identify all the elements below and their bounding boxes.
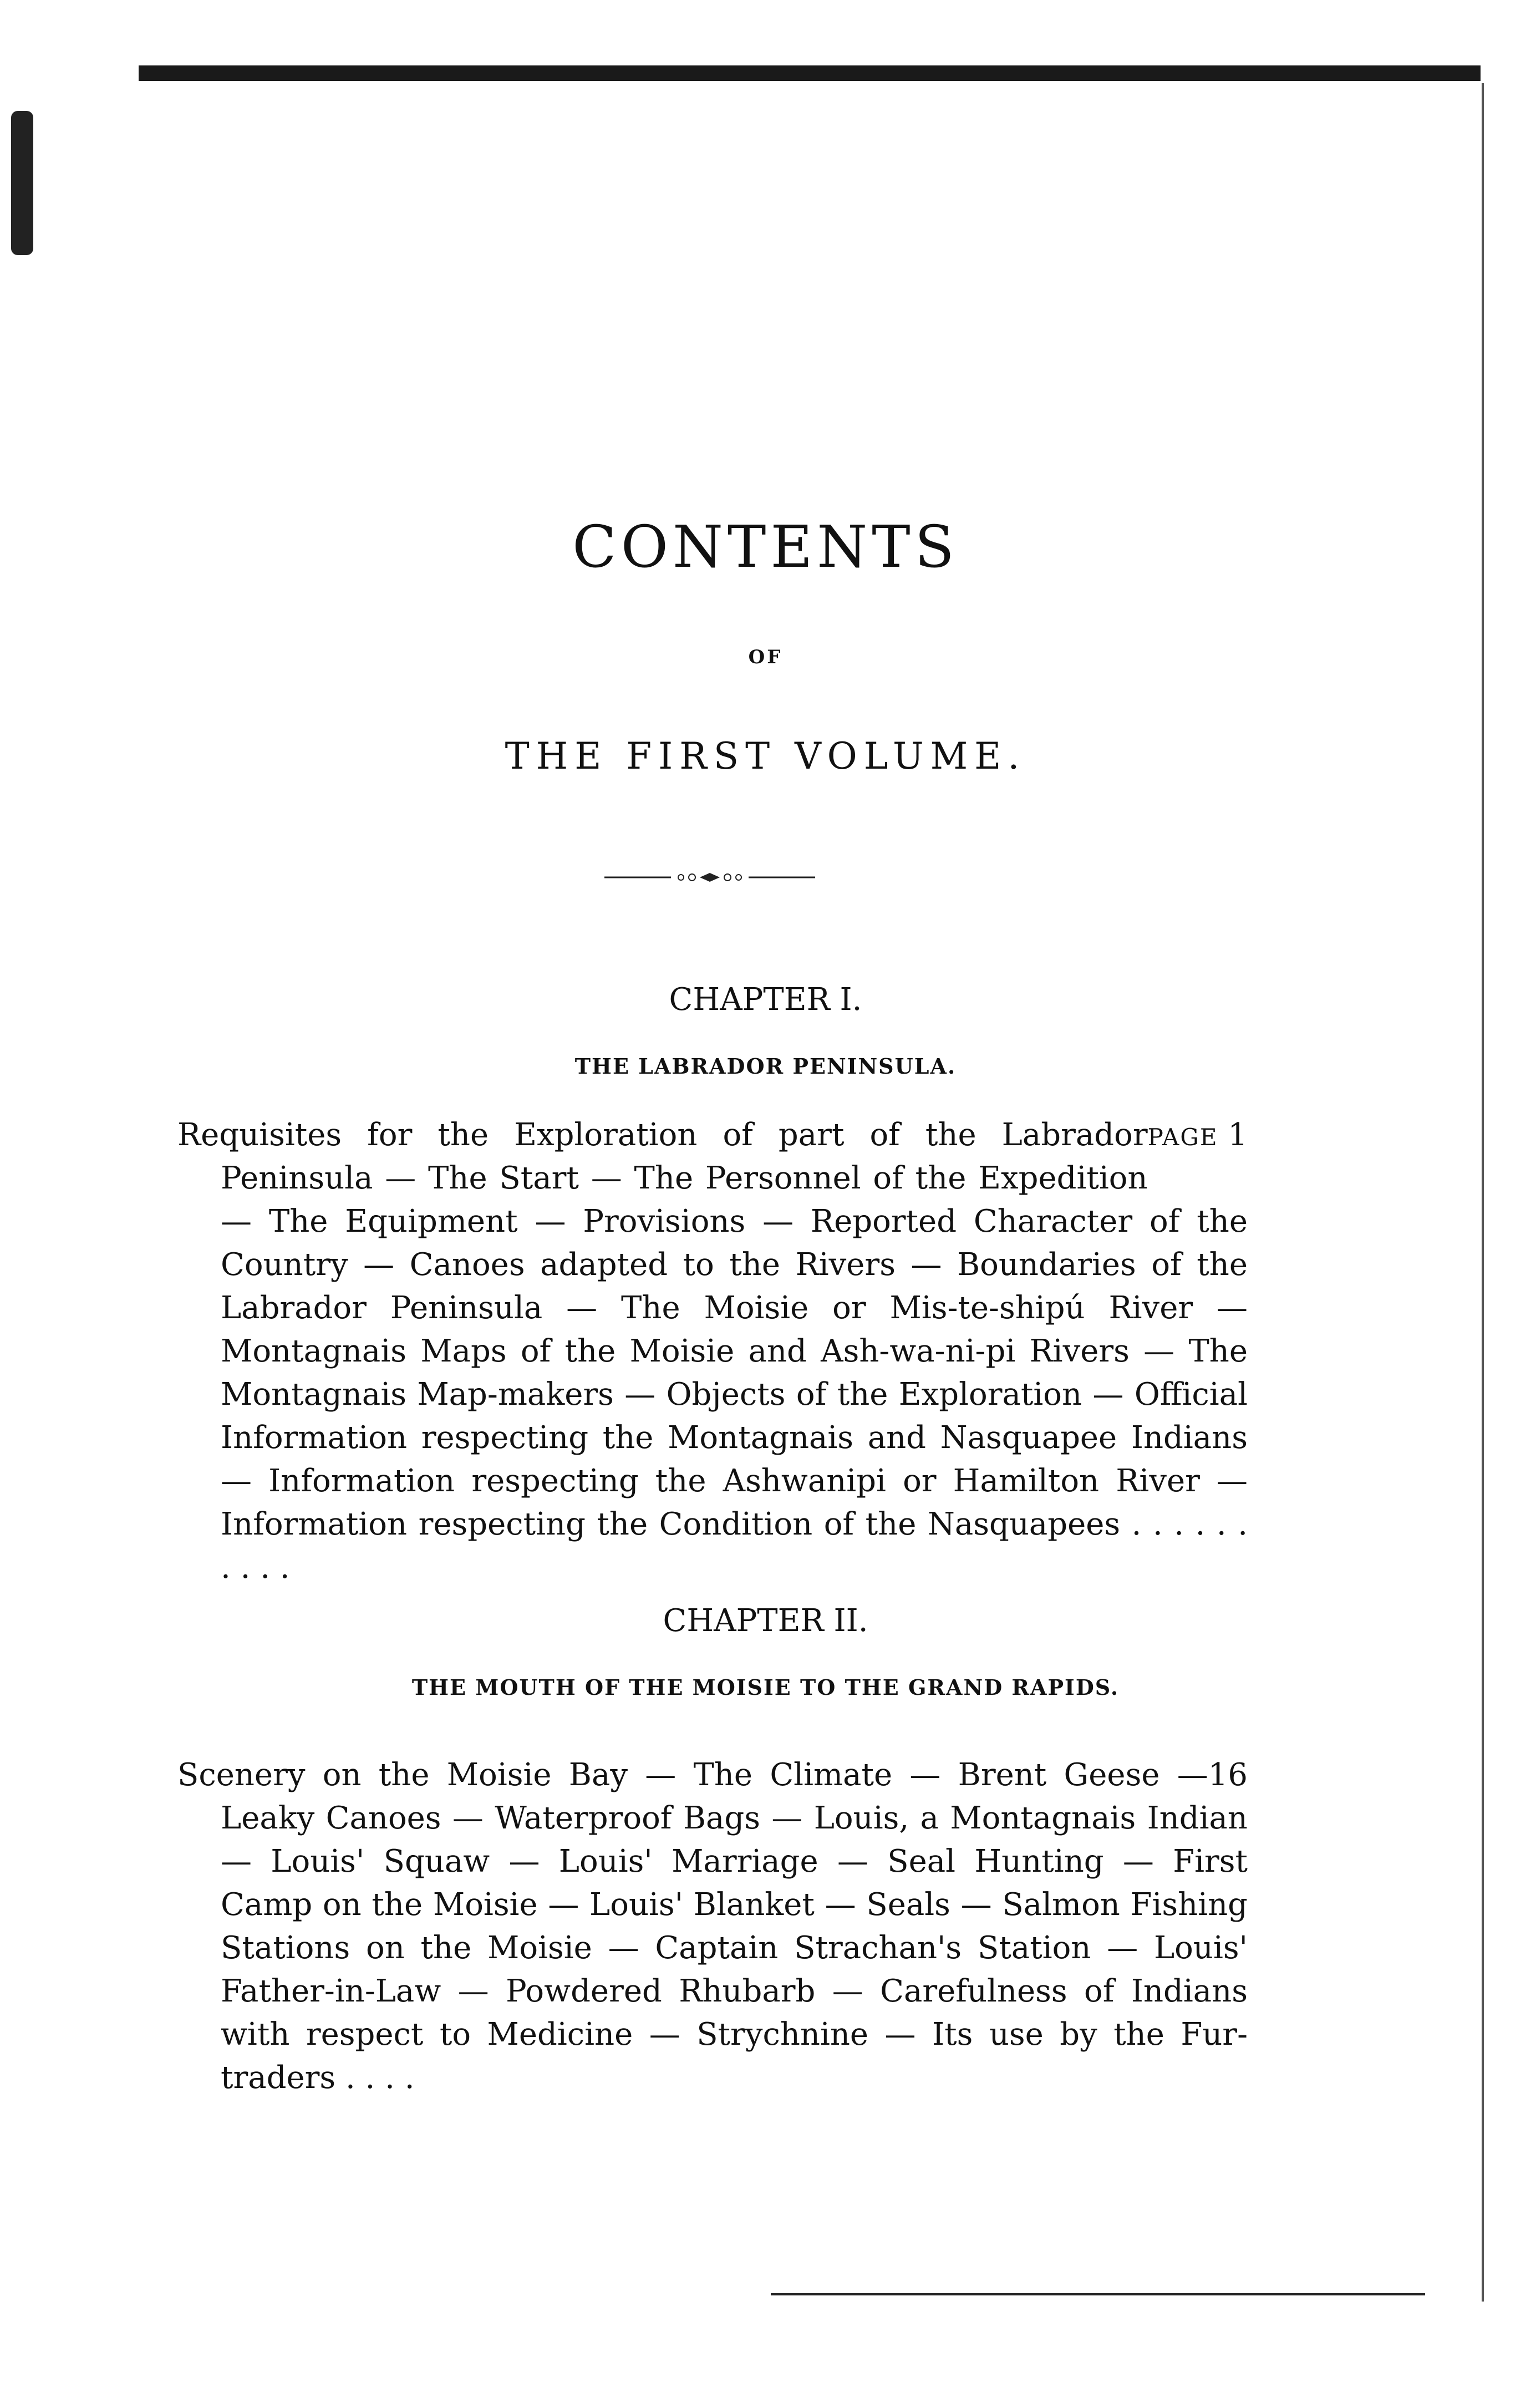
page-number: 1: [1228, 1117, 1248, 1153]
chapter-summary: [177, 1114, 1248, 1589]
chapter-subtitle: THE MOUTH OF THE MOISIE TO THE GRAND RAPIDS.: [411, 1675, 1120, 1700]
title-connector: OF: [748, 646, 783, 668]
page-title: CONTENTS: [572, 513, 959, 581]
chapter-subtitle: THE LABRADOR PENINSULA.: [574, 1054, 957, 1079]
top-rule: [139, 65, 1481, 81]
page-label: PAGE: [1147, 1124, 1218, 1151]
right-edge-rule: [1482, 83, 1484, 2302]
bottom-rule: [771, 2293, 1425, 2295]
chapter-summary: [177, 1754, 1248, 2100]
chapter-heading: CHAPTER II.: [663, 1603, 868, 1639]
page-reference: [1148, 1114, 1248, 1159]
summary-text: Requisites for the Exploration of part of the Labrador Peninsula — The Start — The Personnel of the Expedition — The Equipment — Provisions — Reported Character of the Country — Canoes adapted to the Rivers — Boundaries of the Labrador Peninsula — The Moisie or Mis-te-shipú River — Montagnais Maps of the Moisie and Ash-wa-ni-pi Rivers — The Montagnais Map-makers — Objects of the Exploration — Official Information respecting the Montagnais and Nasquapee Indians — Information respecting the Ashwanipi or Hamilton River — Information respecting the Condition of the Nasquapees . . . . . . . . . .: [177, 1117, 1248, 1586]
page-reference: [1208, 1754, 1248, 1797]
binding-mark: [11, 111, 33, 255]
chapter-heading: CHAPTER I.: [669, 982, 862, 1018]
page-number: 16: [1208, 1757, 1248, 1793]
ornament-divider: [604, 872, 815, 883]
volume-title: THE FIRST VOLUME.: [505, 735, 1026, 778]
summary-text: Scenery on the Moisie Bay — The Climate — Brent Geese — Leaky Canoes — Waterproof Bags — Louis, a Montagnais Indian — Louis' Squaw — Louis' Marriage — Seal Hunting — First Camp on the Moisie — Louis' Blanket — Seals — Salmon Fishing Stations on the Moisie — Captain Strachan's Station — Louis' Father-in-Law — Powdered Rhubarb — Carefulness of Indians with respect to Medicine — Strychnine — Its use by the Fur-traders . . . .: [177, 1757, 1248, 2096]
